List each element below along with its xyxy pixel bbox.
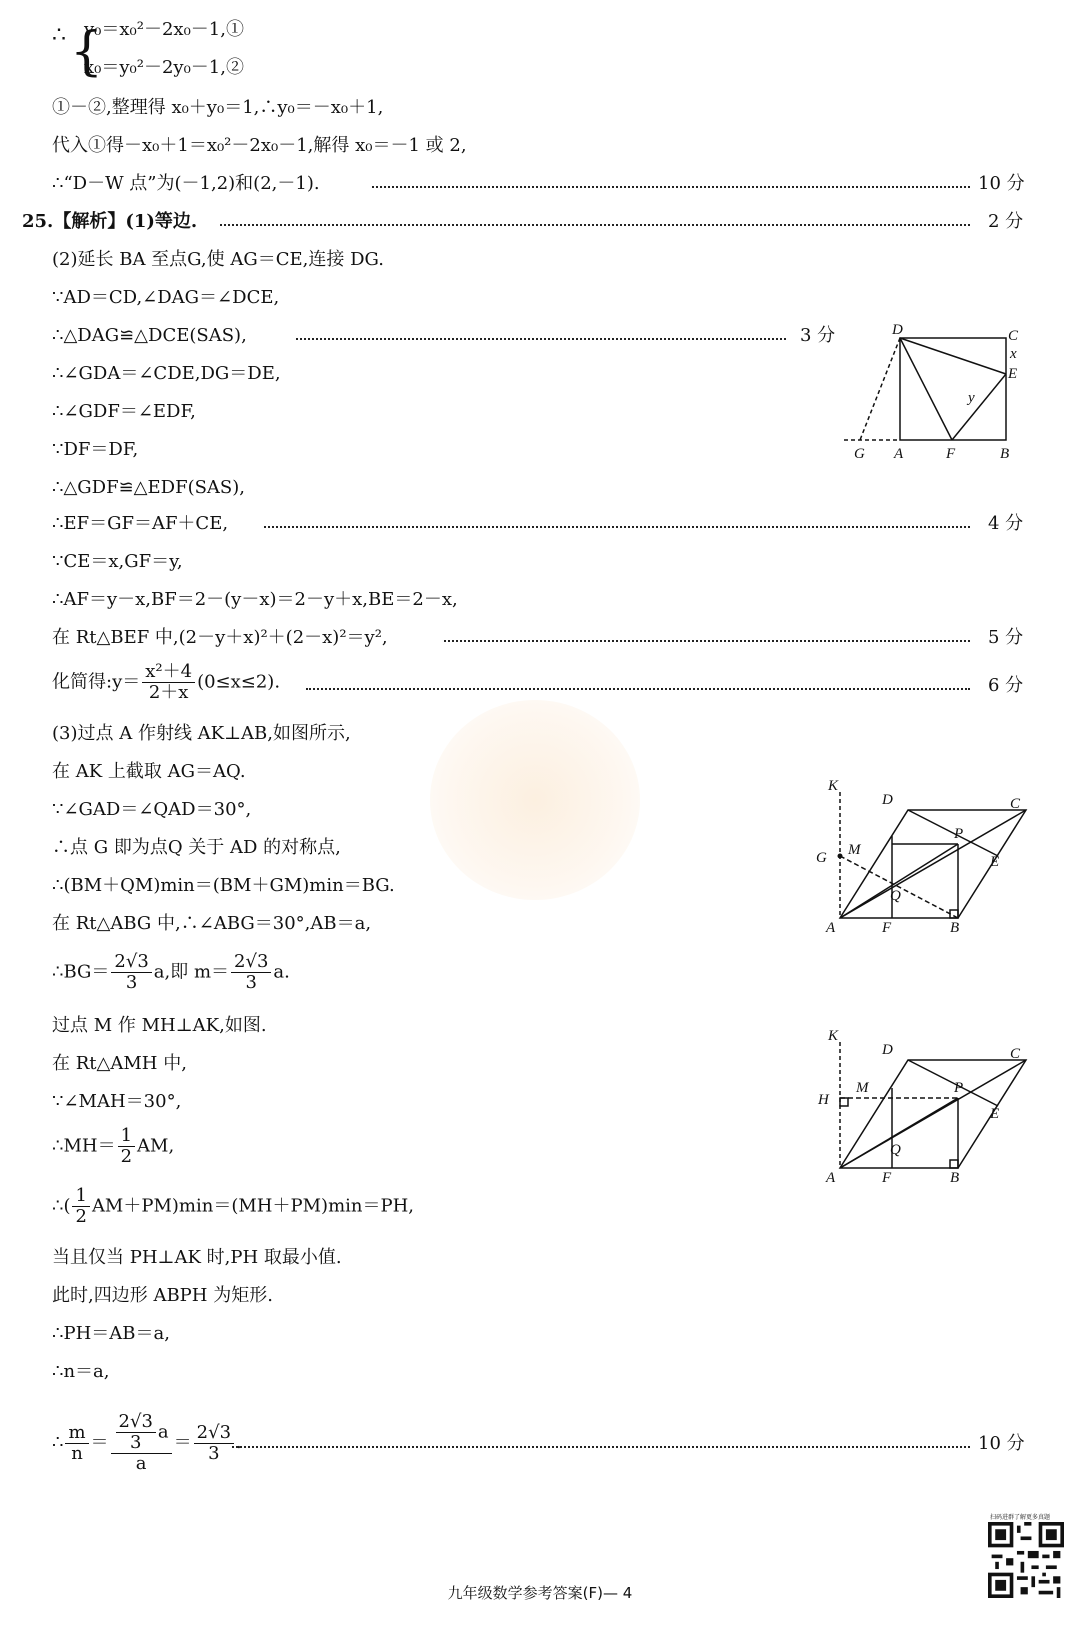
- segment-ef: [952, 374, 1006, 440]
- label-h: H: [818, 1092, 829, 1108]
- formula-prefix: ∴MH＝: [52, 1135, 116, 1157]
- text-line: ∵AD＝CD,∠DAG＝∠DCE,: [52, 287, 280, 308]
- segment-de: [908, 1060, 998, 1106]
- fraction: [194, 1423, 234, 1464]
- text-line: ∴EF＝GF＝AF＋CE,: [52, 513, 229, 534]
- score-leader: [232, 1446, 970, 1448]
- score-leader: [372, 186, 970, 188]
- label-a: A: [826, 1170, 836, 1186]
- label-y: y: [968, 390, 975, 406]
- score-mark: 2 分: [988, 211, 1024, 232]
- point-g: [838, 854, 843, 859]
- text-line: ∴PH＝AB＝a,: [52, 1323, 170, 1344]
- text-line: ①－②,整理得 x₀＋y₀＝1,∴y₀＝－x₀＋1,: [52, 97, 384, 118]
- label-b: B: [950, 1170, 960, 1186]
- mh-formula: [52, 1126, 174, 1167]
- text-line: ∴n＝a,: [52, 1361, 110, 1382]
- qr-caption: 扫码进群了解更多真题: [990, 1514, 1051, 1521]
- fraction-denominator: 2＋x: [148, 682, 189, 703]
- label-d: D: [882, 792, 893, 808]
- label-e: E: [990, 1106, 1000, 1122]
- text-line: 在 Rt△ABG 中,∴∠ABG＝30°,AB＝a,: [52, 913, 372, 934]
- fraction-numerator: 1: [72, 1186, 89, 1207]
- score-leader: [306, 688, 970, 690]
- label-c: C: [1010, 1046, 1021, 1062]
- ratio-formula: [52, 1412, 242, 1474]
- text-line: ∴△DAG≌△DCE(SAS),: [52, 325, 247, 346]
- page-footer: 九年级数学参考答案(F)— 4: [447, 1584, 633, 1602]
- ph-formula: [52, 1186, 414, 1227]
- simplified-formula: [52, 662, 280, 703]
- score-mark: 10 分: [978, 173, 1025, 194]
- text-line: ∴△GDF≌△EDF(SAS),: [52, 477, 246, 498]
- fraction-numerator: [111, 1412, 172, 1454]
- label-p: P: [954, 826, 964, 842]
- text-line: ∵∠MAH＝30°,: [52, 1091, 182, 1112]
- square-abcd: [900, 338, 1006, 440]
- fraction-numerator: 2√3: [231, 952, 271, 973]
- text-line: 在 AK 上截取 AG＝AQ.: [52, 761, 246, 782]
- fraction: [72, 1186, 89, 1227]
- label-d: D: [892, 322, 903, 338]
- fraction: [231, 952, 271, 993]
- fraction-denominator: 3: [208, 1442, 220, 1464]
- label-a: A: [826, 920, 836, 936]
- text-line: ∴∠GDA＝∠CDE,DG＝DE,: [52, 363, 281, 384]
- fraction-numerator: x²＋4: [142, 662, 195, 683]
- label-f: F: [882, 1170, 892, 1186]
- fraction-denominator: 2: [120, 1146, 133, 1167]
- fraction-denominator: n: [71, 1442, 83, 1464]
- label-e: E: [1008, 366, 1018, 382]
- variable: a: [157, 1421, 169, 1443]
- fraction-denominator: 3: [125, 972, 138, 993]
- fraction-numerator: 1: [118, 1126, 135, 1147]
- formula-domain: (0≤x≤2).: [197, 671, 281, 693]
- label-f: F: [946, 446, 956, 462]
- fraction-denominator: a: [135, 1453, 147, 1474]
- text-line: 当且仅当 PH⊥AK 时,PH 取最小值.: [52, 1247, 342, 1268]
- right-angle-mark: [950, 1160, 958, 1168]
- figure-rhombus-h: [810, 1030, 1050, 1215]
- text-line: ∴(BM＋QM)min＝(BM＋GM)min＝BG.: [52, 875, 395, 896]
- compound-fraction: [111, 1412, 172, 1474]
- figure-square: [840, 318, 1040, 468]
- label-g: G: [816, 850, 827, 866]
- text-line: 代入①得－x₀＋1＝x₀²－2x₀－1,解得 x₀＝－1 或 2,: [52, 135, 467, 156]
- right-angle-mark: [840, 1098, 848, 1106]
- score-leader: [264, 526, 970, 528]
- text-line: (3)过点 A 作射线 AK⊥AB,如图所示,: [52, 723, 351, 744]
- text-line: 过点 M 作 MH⊥AK,如图.: [52, 1015, 267, 1036]
- figure-rhombus-g: [810, 780, 1050, 965]
- fraction: [111, 952, 151, 993]
- fraction-numerator: m: [65, 1423, 88, 1444]
- segment-dg: [860, 338, 900, 440]
- score-leader: [220, 224, 970, 226]
- text-line: ∴AF＝y－x,BF＝2－(y－x)＝2－y＋x,BE＝2－x,: [52, 589, 458, 610]
- text-line: ∴“D－W 点”为(－1,2)和(2,－1).: [52, 173, 320, 194]
- fraction-denominator: 2: [75, 1206, 87, 1227]
- fraction-denominator: 3: [129, 1432, 142, 1453]
- formula-middle: a,即 m＝: [153, 961, 230, 983]
- label-a: A: [894, 446, 904, 462]
- fraction-numerator: 2√3: [116, 1412, 156, 1433]
- score-leader: [296, 338, 786, 340]
- label-m: M: [856, 1080, 869, 1096]
- equals-sign: ＝: [173, 1432, 192, 1453]
- label-k: K: [828, 780, 839, 794]
- text-line: ∴∠GDF＝∠EDF,: [52, 401, 196, 422]
- score-mark: 3 分: [800, 325, 836, 346]
- equals-sign: ＝: [90, 1432, 109, 1453]
- equation-2: x₀＝y₀²－2y₀－1,②: [84, 57, 244, 78]
- formula-prefix: ∴BG＝: [52, 961, 110, 983]
- segment-gb: [840, 856, 958, 918]
- formula-suffix: AM,: [137, 1135, 175, 1157]
- label-q: Q: [890, 1142, 901, 1158]
- equation-brace: {: [70, 22, 104, 82]
- label-m: M: [848, 842, 861, 858]
- text-line: ∵CE＝x,GF＝y,: [52, 551, 183, 572]
- label-q: Q: [890, 888, 901, 904]
- label-f: F: [882, 920, 892, 936]
- formula-prefix: ∴(: [52, 1195, 71, 1217]
- label-e: E: [990, 854, 1000, 870]
- question-25-heading: 25.【解析】(1)等边.: [22, 211, 198, 232]
- label-c: C: [1010, 796, 1021, 812]
- label-g: G: [854, 446, 865, 462]
- formula-suffix: AM＋PM)min＝(MH＋PM)min＝PH,: [91, 1195, 415, 1217]
- text-line: ∴点 G 即为点Q 关于 AD 的对称点,: [52, 837, 341, 858]
- period: .: [236, 1432, 242, 1453]
- text-line: 此时,四边形 ABPH 为矩形.: [52, 1285, 273, 1306]
- label-x: x: [1010, 346, 1017, 362]
- label-b: B: [1000, 446, 1010, 462]
- fraction: [65, 1423, 88, 1464]
- therefore-symbol: ∴: [52, 23, 66, 48]
- watermark-logo: [430, 700, 640, 900]
- label-b: B: [950, 920, 960, 936]
- formula-prefix: ∴: [52, 1432, 64, 1453]
- label-p: P: [954, 1080, 964, 1096]
- fraction-numerator: 2√3: [194, 1423, 234, 1444]
- formula-prefix: 化简得:y＝: [52, 671, 141, 693]
- text-line: 在 Rt△BEF 中,(2－y＋x)²＋(2－x)²＝y²,: [52, 627, 388, 648]
- label-c: C: [1008, 328, 1019, 344]
- score-leader: [444, 640, 970, 642]
- text-line: ∵∠GAD＝∠QAD＝30°,: [52, 799, 252, 820]
- bg-formula: [52, 952, 290, 993]
- fraction: [118, 1126, 135, 1167]
- score-mark: 5 分: [988, 627, 1024, 648]
- segment-de: [908, 810, 998, 856]
- fraction-numerator: 2√3: [111, 952, 151, 973]
- equation-1: y₀＝x₀²－2x₀－1,①: [84, 19, 244, 40]
- fraction: [142, 662, 195, 703]
- score-mark: 4 分: [988, 513, 1024, 534]
- text-line: ∵DF＝DF,: [52, 439, 139, 460]
- inner-fraction: [116, 1412, 156, 1453]
- fraction-denominator: 3: [245, 972, 257, 993]
- text-line: (2)延长 BA 至点G,使 AG＝CE,连接 DG.: [52, 249, 384, 270]
- label-k: K: [828, 1030, 839, 1044]
- score-mark: 6 分: [988, 675, 1024, 696]
- score-mark: 10 分: [978, 1433, 1025, 1454]
- label-d: D: [882, 1042, 893, 1058]
- text-line: 在 Rt△AMH 中,: [52, 1053, 187, 1074]
- formula-suffix: a.: [273, 961, 290, 983]
